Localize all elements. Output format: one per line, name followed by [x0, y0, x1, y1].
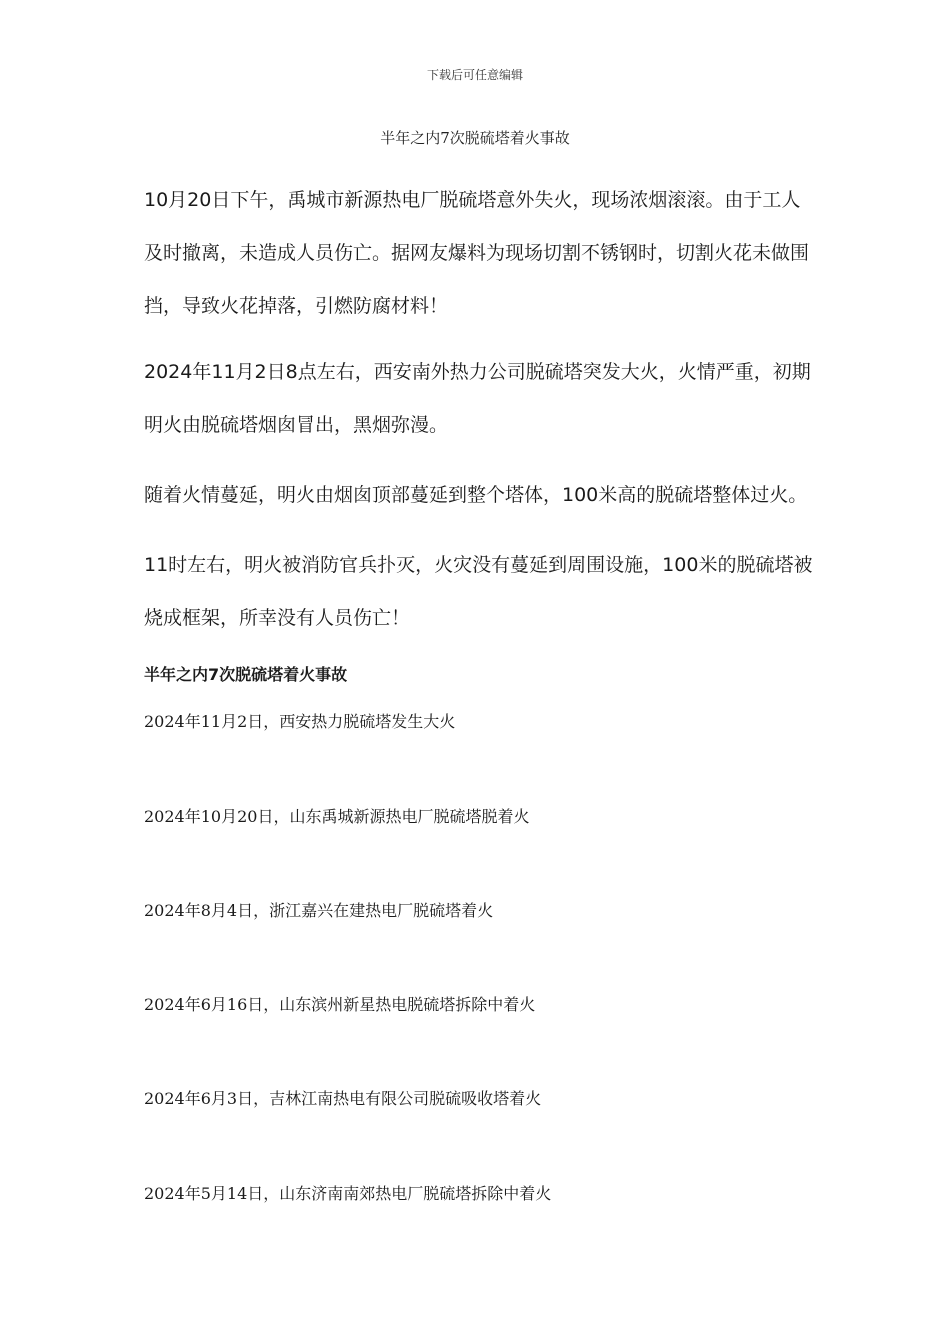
event-list-item: 2024年8月4日，浙江嘉兴在建热电厂脱硫塔着火: [144, 901, 494, 920]
paragraph-fire-spread: 随着火情蔓延，明火由烟囱顶部蔓延到整个塔体，100米高的脱硫塔整体过火。: [144, 484, 808, 506]
paragraph-fire-extinguished: 11时左右，明火被消防官兵扑灭，火灾没有蔓延到周围设施，100米的脱硫塔被烧成框架，所幸没有人员伤亡！: [144, 554, 813, 629]
page-title: 半年之内7次脱硫塔着火事故: [380, 129, 570, 147]
event-list-item: 2024年10月20日，山东禹城新源热电厂脱硫塔脱着火: [144, 807, 530, 826]
paragraph-xian-fire: 2024年11月2日8点左右，西安南外热力公司脱硫塔突发大火，火情严重，初期明火由脱硫塔烟囱冒出，黑烟弥漫。: [144, 361, 811, 436]
event-list-item: 2024年5月14日，山东济南南郊热电厂脱硫塔拆除中着火: [144, 1184, 552, 1203]
section-heading: 半年之内7次脱硫塔着火事故: [144, 665, 348, 684]
paragraph-yucheng-fire: 10月20日下午，禹城市新源热电厂脱硫塔意外失火，现场浓烟滚滚。由于工人及时撤离，未造成人员伤亡。据网友爆料为现场切割不锈钢时，切割火花未做围挡，导致火花掉落，引燃防腐材料！: [144, 189, 810, 317]
event-list-item: 2024年6月3日，吉林江南热电有限公司脱硫吸收塔着火: [144, 1089, 542, 1108]
event-list-item: 2024年6月16日，山东滨州新星热电脱硫塔拆除中着火: [144, 995, 536, 1014]
event-list-item: 2024年11月2日，西安热力脱硫塔发生大火: [144, 712, 456, 731]
header-note: 下载后可任意编辑: [426, 68, 523, 82]
